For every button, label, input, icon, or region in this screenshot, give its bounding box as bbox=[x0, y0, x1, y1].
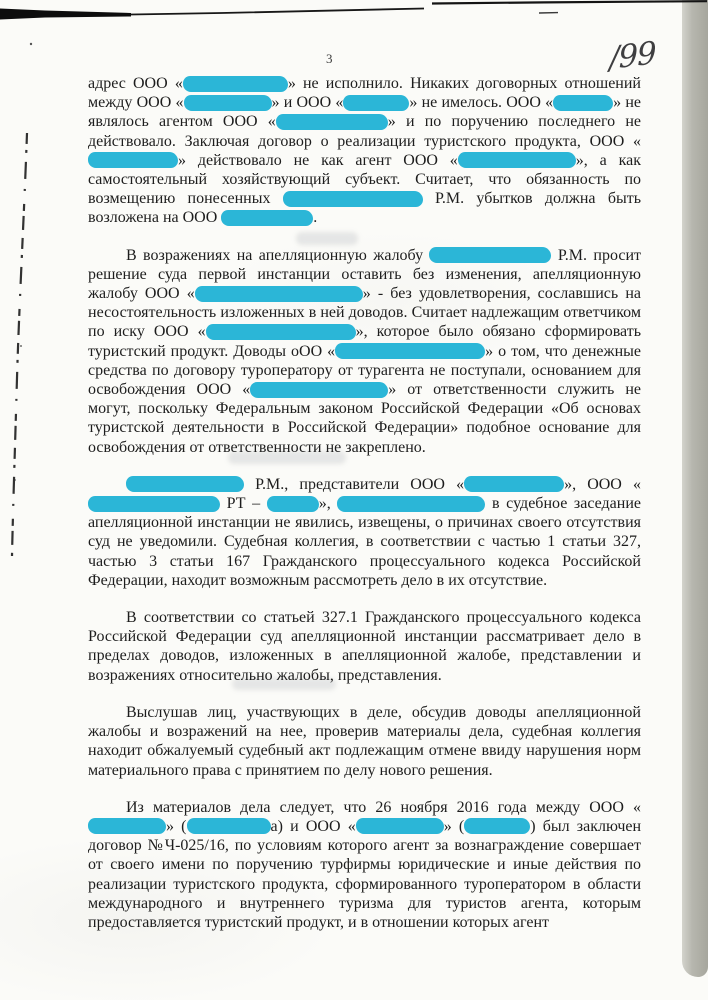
paragraph bbox=[88, 703, 641, 780]
redaction-mark bbox=[337, 496, 485, 512]
paragraph bbox=[88, 74, 641, 228]
scan-edge-shadow bbox=[682, 0, 708, 977]
text-run: » - без удовлетворения, сославшись на несостоятельность изложенных в ней доводов. Считает надлежащим ответчиком по иску ООО « bbox=[88, 285, 641, 341]
redaction-mark bbox=[429, 247, 551, 263]
text-run: » действовало не как агент ООО « bbox=[178, 151, 458, 169]
redaction-mark bbox=[187, 818, 271, 834]
text-run: », а как самостоятельный хозяйствующий субъект. Считает, что обязанность по возмещению понесенных bbox=[88, 151, 641, 208]
text-run: », которое было обязано сформировать туристский продукт. Доводы оОО « bbox=[88, 323, 642, 360]
text-run: », bbox=[318, 495, 338, 513]
redaction-mark bbox=[126, 476, 244, 492]
text-run: РТ – bbox=[220, 495, 267, 513]
text-run: В возражениях на апелляционную жалобу bbox=[126, 246, 430, 264]
text-run: Р.М. просит решение суда первой инстанции оставить без изменения, апелляционную жалобу ООО « bbox=[88, 246, 642, 303]
redaction-mark bbox=[88, 818, 166, 834]
text-run: » от ответственности служить не могут, поскольку Федеральным законом Российской Федерации «Об основах туристской деятельности в Российской Федерации» подобное основание для освобождения от ответственности не закреплено. bbox=[88, 381, 642, 456]
redaction-mark bbox=[206, 324, 356, 340]
redaction-mark bbox=[458, 152, 576, 168]
text-run: В соответствии со статьей 327.1 Гражданского процессуального кодекса Российской Федерации суд апелляционной инстанции рассматривает дело в пределах доводов, изложенных в апелляционной жалобе, представлении и возражениях относительно жалобы, представления. bbox=[88, 609, 641, 684]
redaction-mark bbox=[464, 476, 564, 492]
redaction-mark bbox=[184, 95, 272, 111]
text-run: » не имелось. ООО « bbox=[409, 94, 554, 112]
redaction-mark bbox=[250, 382, 388, 398]
text-run: » и ООО « bbox=[271, 94, 344, 112]
scan-artifact-left-edge bbox=[0, 128, 42, 568]
text-run: » и по поручению последнего не действовало. Заключая договор о реализации туристского продукта, ООО « bbox=[88, 113, 641, 150]
redaction-mark bbox=[356, 818, 444, 834]
redaction-mark bbox=[276, 114, 388, 130]
redaction-mark bbox=[195, 286, 363, 302]
paragraph bbox=[88, 798, 641, 932]
text-run: » ( bbox=[166, 817, 187, 835]
redaction-mark bbox=[464, 818, 530, 834]
redaction-mark bbox=[283, 191, 423, 207]
redaction-mark bbox=[553, 95, 613, 111]
paragraph bbox=[88, 475, 641, 590]
text-run: Р.М. убытков должна быть возложена на ООО bbox=[88, 190, 641, 227]
scan-artifact-top-edge bbox=[0, 0, 708, 50]
page-number: 3 bbox=[326, 51, 333, 66]
redaction-mark bbox=[343, 95, 409, 111]
paragraph bbox=[88, 246, 641, 457]
redaction-mark bbox=[221, 210, 313, 226]
redaction-mark bbox=[88, 496, 220, 512]
text-run: адрес ООО « bbox=[88, 75, 183, 92]
handwritten-page-mark: /99 bbox=[608, 35, 657, 77]
text-run: ) был заключен договор №Ч-025/16, по условиям которого агент за вознаграждение совершает от своего имени по поручению турфирмы юридические и иные действия по реализации туристского продукта, сформированного туроператором в области международного и внутреннего туризма для туристов агента, которым предоставляется туристский продукт, и в отношении которых агент bbox=[88, 817, 642, 931]
text-run: », ООО « bbox=[564, 475, 641, 493]
paragraph bbox=[88, 608, 641, 685]
redaction-mark bbox=[183, 76, 288, 92]
text-run: в судебное заседание апелляционной инстанции не явились, извещены, о причинах своего отсутствия суд не уведомили. Судебная коллегия, в соответствии с частью 1 статьи 327, частью 3 статьи 167 Гражданского процессуального кодекса Российской Федерации, находит возможным рассмотреть дело в их отсутствие. bbox=[88, 495, 642, 589]
document-body bbox=[88, 74, 641, 950]
text-run: . bbox=[313, 209, 318, 227]
text-run: а) и ООО « bbox=[270, 817, 356, 835]
text-run: Выслушав лиц, участвующих в деле, обсудив доводы апелляционной жалобы и возражений на нее, проверив материалы дела, судебная коллегия находит обжалуемый судебный акт подлежащим отмене ввиду нарушения норм материального права с принятием по делу нового решения. bbox=[88, 703, 641, 779]
redaction-mark bbox=[267, 496, 319, 512]
redaction-mark bbox=[335, 343, 485, 359]
text-run: » не являлось агентом ООО « bbox=[88, 94, 641, 131]
text-run: Р.М., представители ООО « bbox=[244, 475, 465, 493]
text-run: » о том, что денежные средства по договору туроператору от турагента не поступали, основанием для освобождения ООО « bbox=[88, 342, 641, 399]
text-run: » ( bbox=[443, 817, 465, 835]
text-run: » не исполнило. Никаких договорных отношений между ООО « bbox=[88, 75, 641, 112]
redaction-mark bbox=[88, 152, 178, 168]
text-run: Из материалов дела следует, что 26 ноября 2016 года между ООО « bbox=[126, 798, 641, 816]
